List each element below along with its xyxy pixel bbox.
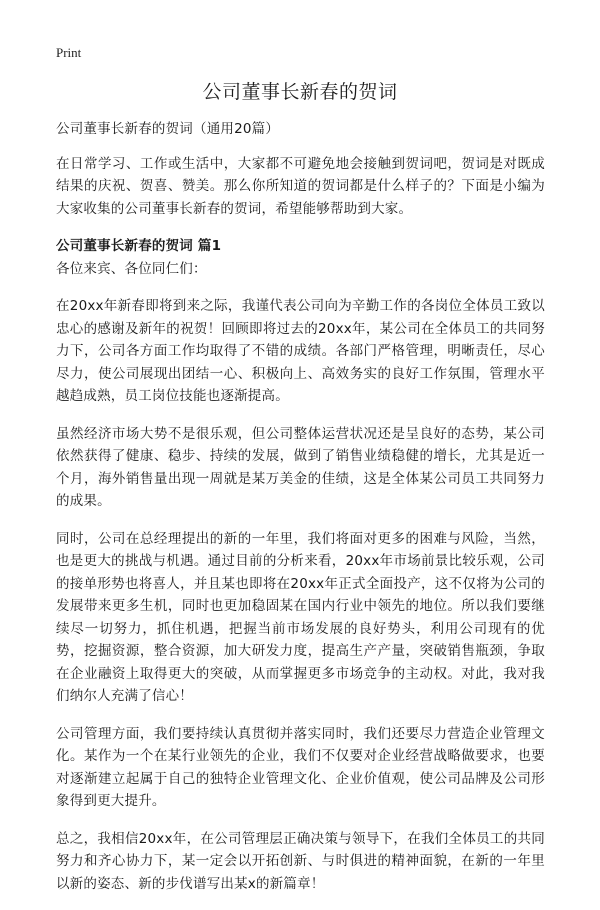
closing-paragraph: 总之，我相信20xx年，在公司管理层正确决策与领导下，在我们全体员工的共同努力和齐心协力下，某一定会以开拓创新、与时俱进的精神面貌，在新的一年里以新的姿态、新的步伐谱写出某x的新篇章！ [56, 830, 545, 892]
section-heading: 公司董事长新春的贺词 篇1 [56, 238, 222, 254]
body-paragraph: 虽然经济市场大势不是很乐观，但公司整体运营状况还是呈良好的态势，某公司依然获得了健康、稳步、持续的发展，做到了销售业绩稳健的增长，尤其是近一个月，海外销售量出现一周就是某万美金的佳绩，这是全体某公司员工共同努力的成果。 [56, 425, 545, 509]
page-title: 公司董事长新春的贺词 [202, 81, 398, 103]
body-paragraph: 公司管理方面，我们要持续认真贯彻并落实同时，我们还要尽力营造企业管理文化。某作为一个在某行业领先的企业，我们不仅要对企业经营战略做要求，也要对逐渐建立起属于自己的独特企业管理文化、企业价值观，使公司品牌及公司形象得到更大提升。 [56, 725, 545, 809]
article-body [56, 118, 545, 910]
article-subtitle: 公司董事长新春的贺词（通用20篇） [56, 121, 280, 137]
greeting-paragraph: 各位来宾、各位同仁们： [56, 260, 207, 277]
intro-paragraph: 在日常学习、工作或生活中，大家都不可避免地会接触到贺词吧，贺词是对既成结果的庆祝、贺喜、赞美。那么你所知道的贺词都是什么样子的？下面是小编为大家收集的公司董事长新春的贺词，希望能够帮助到大家。 [56, 155, 545, 217]
body-paragraph: 同时，公司在总经理提出的新的一年里，我们将面对更多的困难与风险，当然，也是更大的挑战与机遇。通过目前的分析来看，20xx年市场前景比较乐观，公司的接单形势也将喜人，并且某也即将在20xx年正式全面投产，这不仅将为公司的发展带来更多生机，同时也更加稳固某在国内行业中领先的地位。所以我们要继续尽一切努力，抓住机遇，把握当前市场发展的良好势头，利用公司现有的优势，挖掘资源，整合资源，加大研发力度，提高生产产量，突破销售瓶颈，争取在企业融资上取得更大的突破，从而掌握更多市场竞争的主动权。对此，我对我们纳尔人充满了信心！ [56, 530, 545, 704]
body-paragraph: 在20xx年新春即将到来之际，我谨代表公司向为辛勤工作的各岗位全体员工致以忠心的感谢及新年的祝贺！回顾即将过去的20xx年，某公司在全体员工的共同努力下，公司各方面工作均取得了不错的成绩。各部门严格管理，明晰责任，尽心尽力，使公司展现出团结一心、积极向上、高效务实的良好工作氛围，管理水平越趋成熟，员工岗位技能也逐渐提高。 [56, 298, 545, 404]
print-link[interactable]: Print [56, 45, 82, 60]
